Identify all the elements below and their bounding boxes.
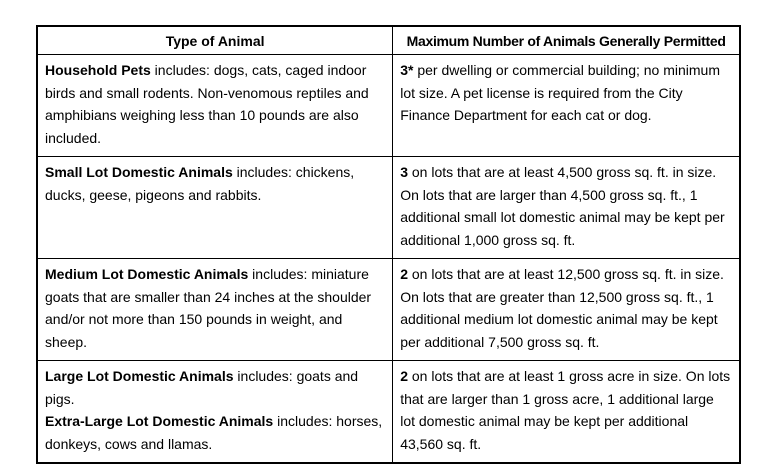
permitted-limit: 2: [400, 368, 408, 384]
permitted-rule: [400, 365, 732, 455]
table-header: [37, 26, 740, 55]
table-row-household-pets: [37, 55, 740, 157]
animal-definition: [45, 59, 385, 149]
animal-regulations-table: [36, 25, 741, 464]
animal-desc: includes: horses, donkeys, cows and llamas.: [45, 413, 383, 452]
permitted-desc: per dwelling or commercial building; no minimum lot size. A pet license is required from the City Finance Department for each cat or dog.: [400, 62, 721, 123]
cell-max-permitted: [393, 259, 740, 361]
cell-animal-type: [37, 157, 393, 259]
cell-animal-type: [37, 259, 393, 361]
column-header-type-of-animal: Type of Animal: [37, 26, 393, 55]
permitted-desc: on lots that are at least 12,500 gross sq. ft. in size. On lots that are greater than 12,500 gross sq. ft., 1 additional medium lot domestic animal may be kept per additional 7,500 gross sq. ft.: [400, 266, 724, 350]
animal-desc: includes: miniature goats that are smaller than 24 inches at the shoulder and/or not more than 150 pounds in weight, and sheep.: [45, 266, 372, 350]
permitted-limit: 2: [400, 266, 408, 282]
table-row-medium-lot: [37, 259, 740, 361]
animal-term: Small Lot Domestic Animals: [45, 164, 233, 180]
animal-definition: [45, 161, 385, 206]
column-header-max-permitted: Maximum Number of Animals Generally Permitted: [393, 26, 740, 55]
animal-term: Medium Lot Domestic Animals: [45, 266, 249, 282]
table-body: [37, 55, 740, 464]
cell-animal-type: [37, 55, 393, 157]
cell-max-permitted: [393, 361, 740, 464]
permitted-desc: on lots that are at least 4,500 gross sq. ft. in size. On lots that are larger than 4,500 gross sq. ft., 1 additional small lot domestic animal may be kept per additional 1,000 gross sq. ft.: [400, 164, 725, 248]
animal-term: Extra-Large Lot Domestic Animals: [45, 413, 274, 429]
permitted-desc: on lots that are at least 1 gross acre in size. On lots that are larger than 1 gross acre, 1 additional large lot domestic animal may be kept per additional 43,560 sq. ft.: [400, 368, 731, 452]
animal-desc: includes: dogs, cats, caged indoor birds and small rodents. Non-venomous reptiles and amphibians weighing less than 10 pounds are also included.: [45, 62, 369, 146]
header-row: [37, 26, 740, 55]
animal-definition: [45, 365, 385, 410]
cell-max-permitted: [393, 55, 740, 157]
permitted-limit: 3*: [400, 62, 414, 78]
table-row-small-lot: [37, 157, 740, 259]
permitted-limit: 3: [400, 164, 408, 180]
permitted-rule: [400, 161, 732, 251]
animal-term: Household Pets: [45, 62, 151, 78]
animal-term: Large Lot Domestic Animals: [45, 368, 234, 384]
animal-definition-secondary: [45, 410, 385, 455]
animal-definition: [45, 263, 385, 353]
table-row-large-and-extra-large-lot: [37, 361, 740, 464]
animal-desc: includes: chickens, ducks, geese, pigeons and rabbits.: [45, 164, 355, 203]
permitted-rule: [400, 59, 732, 127]
permitted-rule: [400, 263, 732, 353]
cell-animal-type: [37, 361, 393, 464]
animal-desc: includes: goats and pigs.: [45, 368, 359, 407]
cell-max-permitted: [393, 157, 740, 259]
